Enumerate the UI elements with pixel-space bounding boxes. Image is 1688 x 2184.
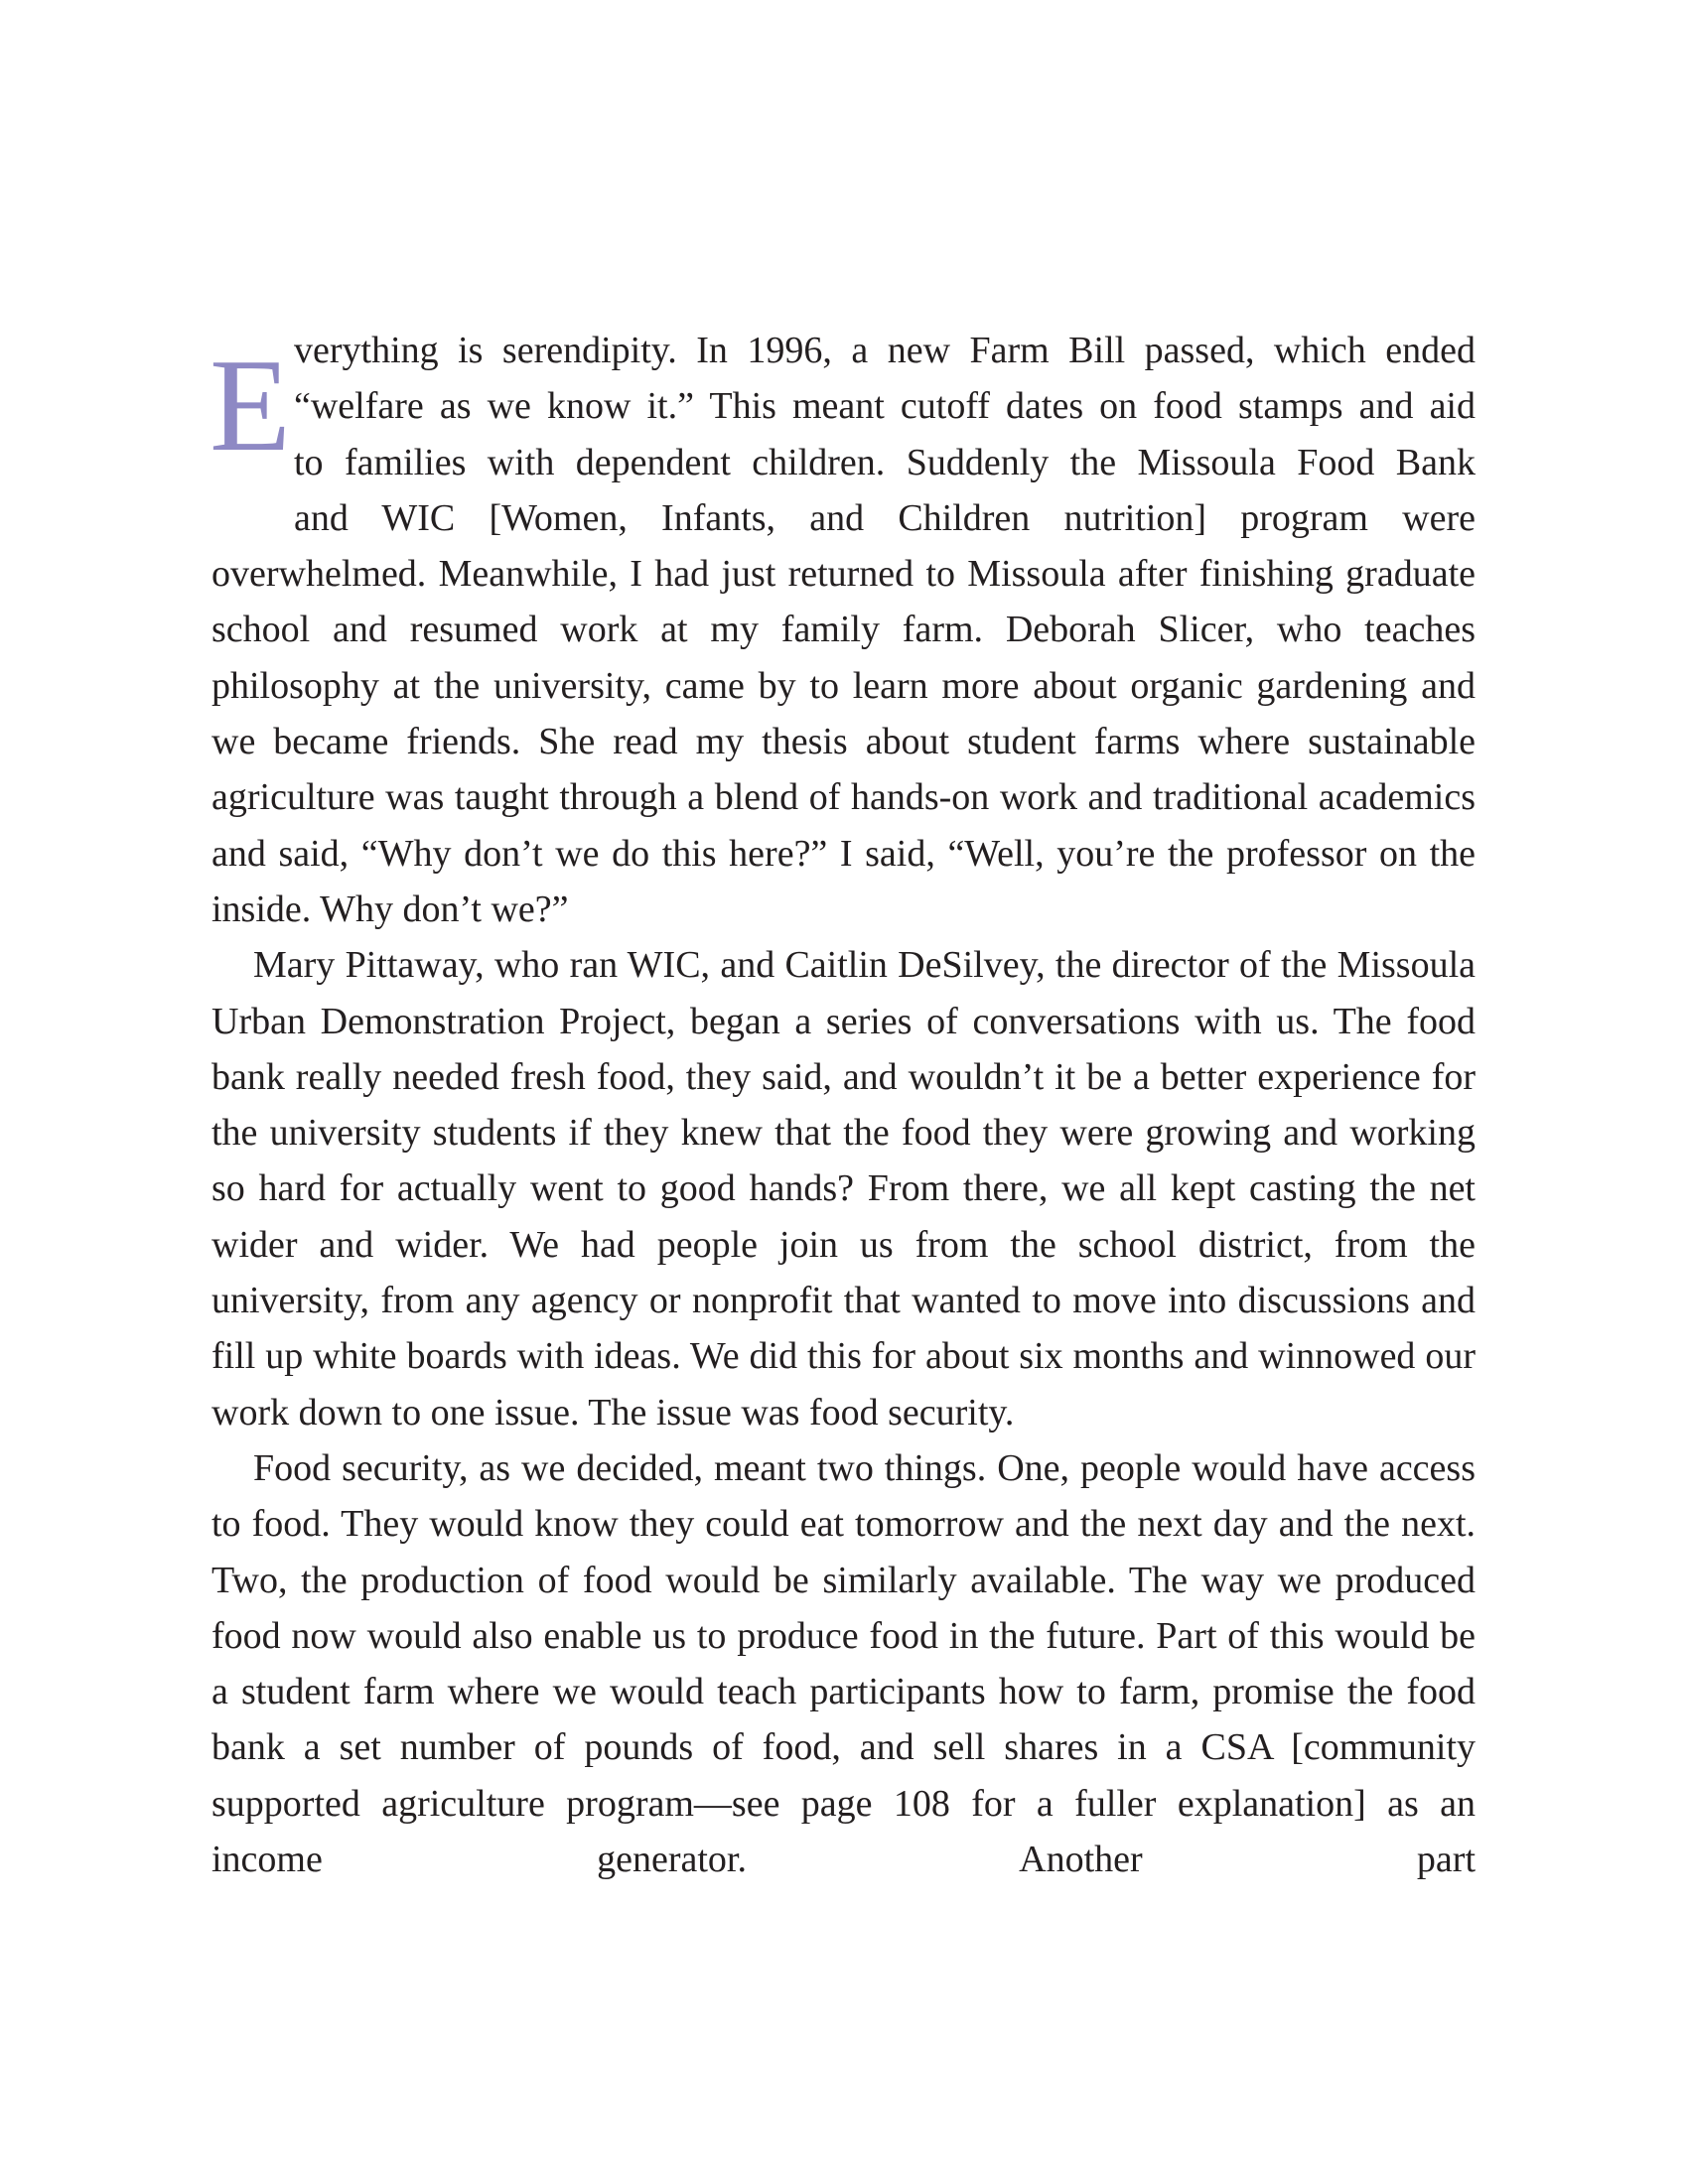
body-text bbox=[211, 323, 1476, 1887]
paragraph-1-continuation: overwhelmed. Meanwhile, I had just returned to Missoula after finishing graduate school and resumed work at my family farm. Deborah Slicer, who teaches philosophy at the university, came by to learn more about organic gardening and we became friends. She read my thesis about student farms where sustainable agriculture was taught through a blend of hands-on work and traditional academics and said, “Why don’t we do this here?” I said, “Well, you’re the professor on the inside. Why don’t we?” bbox=[211, 553, 1476, 930]
opening-line-4: and WIC [Women, Infants, and Children nutrition] program were bbox=[294, 496, 1476, 539]
paragraph-3: Food security, as we decided, meant two things. One, people would have access to food. They would know they could eat tomorrow and the next day and the next. Two, the production of food would be similarly available. The way we produced food now would also enable us to produce food in the future. Part of this would be a student farm where we would teach participants how to farm, promise the food bank a set number of pounds of food, and sell shares in a CSA [community supported agriculture program—see page 108 for a fuller explanation] as an income generator. Another part bbox=[211, 1446, 1476, 1881]
opening-lines bbox=[294, 323, 1476, 546]
drop-cap: E bbox=[210, 332, 291, 478]
opening-line-3: to families with dependent children. Suddenly the Missoula Food Bank bbox=[294, 441, 1476, 483]
opening-line-1: verything is serendipity. In 1996, a new Farm Bill passed, which ended bbox=[294, 330, 1476, 371]
opening-line-2: “welfare as we know it.” This meant cutoff dates on food stamps and aid bbox=[294, 385, 1476, 428]
paragraph-2: Mary Pittaway, who ran WIC, and Caitlin DeSilvey, the director of the Missoula Urban Demonstration Project, began a series of conversations with us. The food bank really needed fresh food, they said, and wouldn’t it be a better experience for the university students if they knew that the food they were growing and working so hard for actually went to good hands? From there, we all kept casting the net wider and wider. We had people join us from the school district, from the university, from any agency or nonprofit that wanted to move into discussions and fill up white boards with ideas. We did this for about six months and winnowed our work down to one issue. The issue was food security. bbox=[211, 944, 1476, 1433]
opening-paragraph bbox=[211, 323, 1476, 546]
